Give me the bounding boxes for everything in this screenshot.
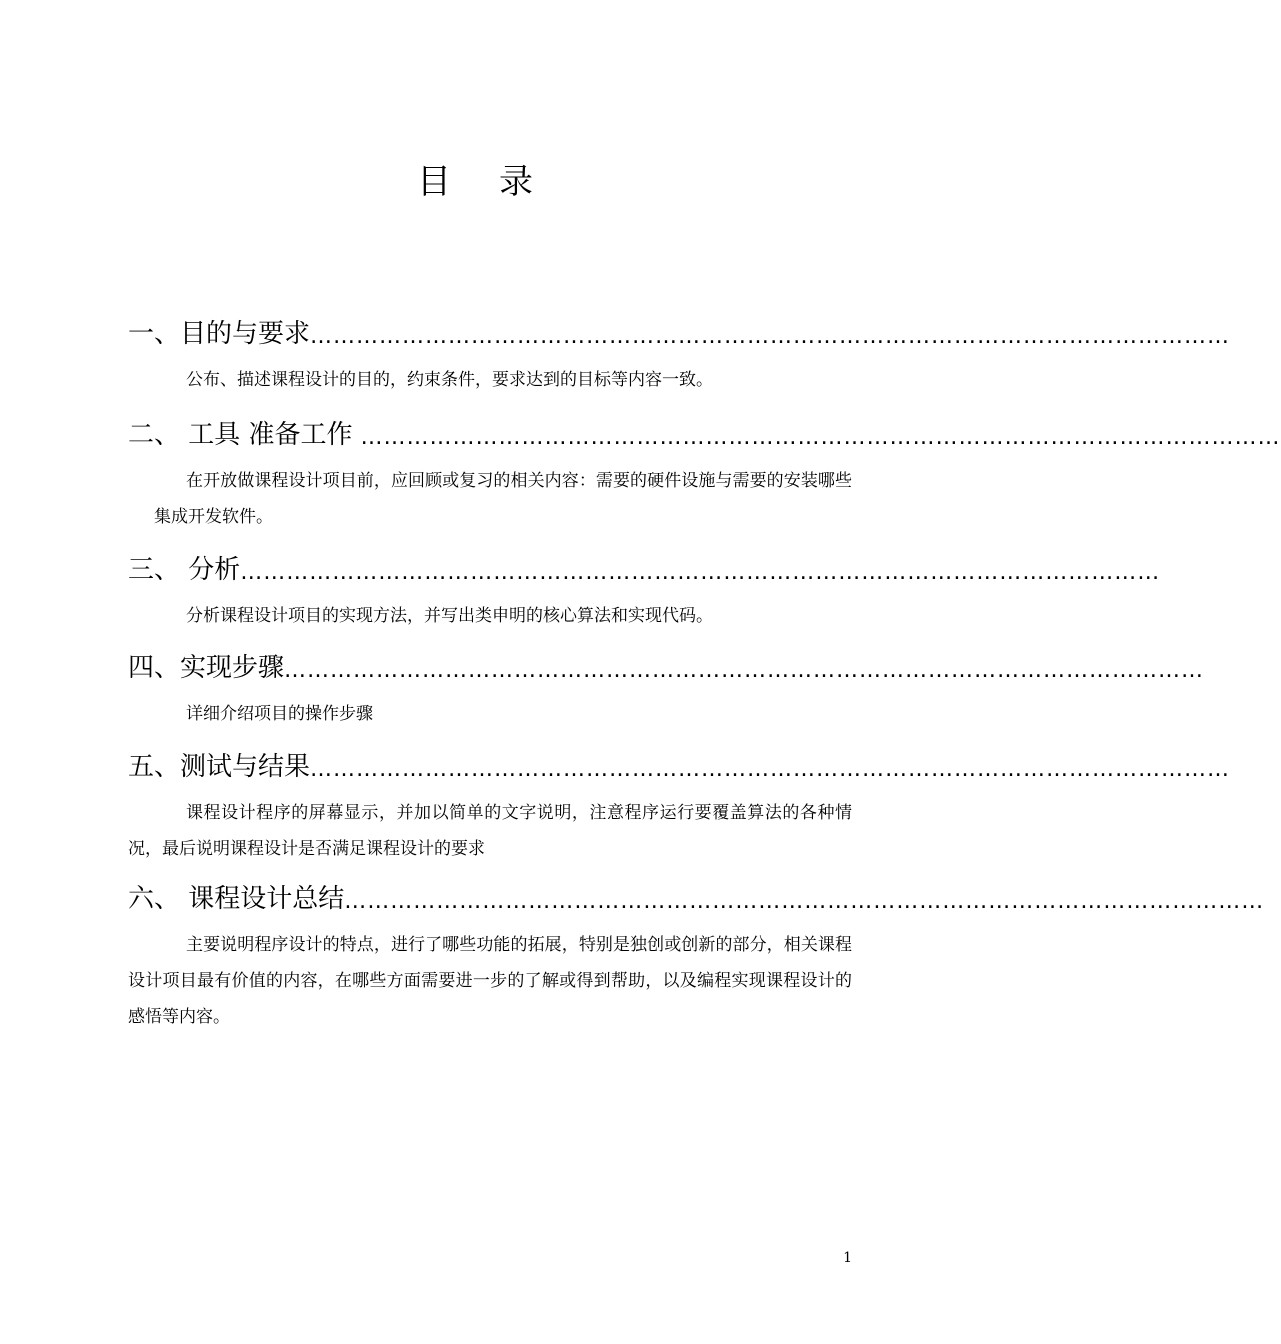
dot-leader: ………………………………………………………………………………………………………… <box>310 757 1231 782</box>
toc-heading[interactable] <box>128 314 1231 354</box>
toc-description: 详细介绍项目的操作步骤 <box>186 704 373 724</box>
toc-section <box>128 648 1205 732</box>
toc-description: 课程设计程序的屏幕显示，并加以简单的文字说明，注意程序运行要覆盖算法的各种情况，最后说明课程设计是否满足课程设计的要求 <box>128 803 852 859</box>
dot-leader: ………………………………………………………………………………………………………… <box>310 324 1231 349</box>
toc-section <box>128 550 1161 634</box>
toc-description <box>128 463 852 535</box>
page-number: 1 <box>843 1250 852 1266</box>
toc-section <box>128 415 1281 535</box>
toc-description: 公布、描述课程设计的目的，约束条件，要求达到的目标等内容一致。 <box>186 370 713 390</box>
dot-leader: ………………………………………………………………………………………………………… <box>284 658 1205 683</box>
toc-heading[interactable] <box>128 415 1281 455</box>
toc-section <box>128 879 1265 1035</box>
toc-heading[interactable] <box>128 747 1231 787</box>
toc-heading-text: 五、测试与结果 <box>128 752 311 782</box>
toc-description-part: 在开放做课程设计项目前，应回顾或复习的相关内容：需要的硬件设施与需要的安装哪些 <box>186 471 852 491</box>
toc-section <box>128 314 1231 398</box>
toc-description: 主要说明程序设计的特点，进行了哪些功能的拓展，特别是独创或创新的部分，相关课程设计项目最有价值的内容，在哪些方面需要进一步的了解或得到帮助，以及编程实现课程设计的感悟等内容。 <box>128 935 852 1027</box>
toc-section <box>128 747 1231 867</box>
toc-heading[interactable] <box>128 550 1161 590</box>
toc-description-part: 集成开发软件。 <box>154 507 273 527</box>
table-of-contents <box>128 314 1281 1035</box>
toc-heading-text: 三、 分析 <box>128 555 241 585</box>
dot-leader: ………………………………………………………………………………………………………… <box>240 560 1161 585</box>
toc-heading-text: 一、目的与要求 <box>128 319 311 349</box>
dot-leader: ………………………………………………………………………………………………………… <box>344 889 1265 914</box>
toc-heading[interactable] <box>128 648 1205 688</box>
toc-heading-text: 四、实现步骤 <box>128 653 285 683</box>
toc-heading[interactable] <box>128 879 1265 919</box>
toc-heading-text: 六、 课程设计总结 <box>128 884 345 914</box>
page-title: 目录 <box>417 162 581 202</box>
toc-description: 分析课程设计项目的实现方法，并写出类申明的核心算法和实现代码。 <box>186 606 713 626</box>
dot-leader: ………………………………………………………………………………………………………… <box>352 425 1281 450</box>
toc-heading-text: 二、 工具 准备工作 <box>128 420 353 450</box>
